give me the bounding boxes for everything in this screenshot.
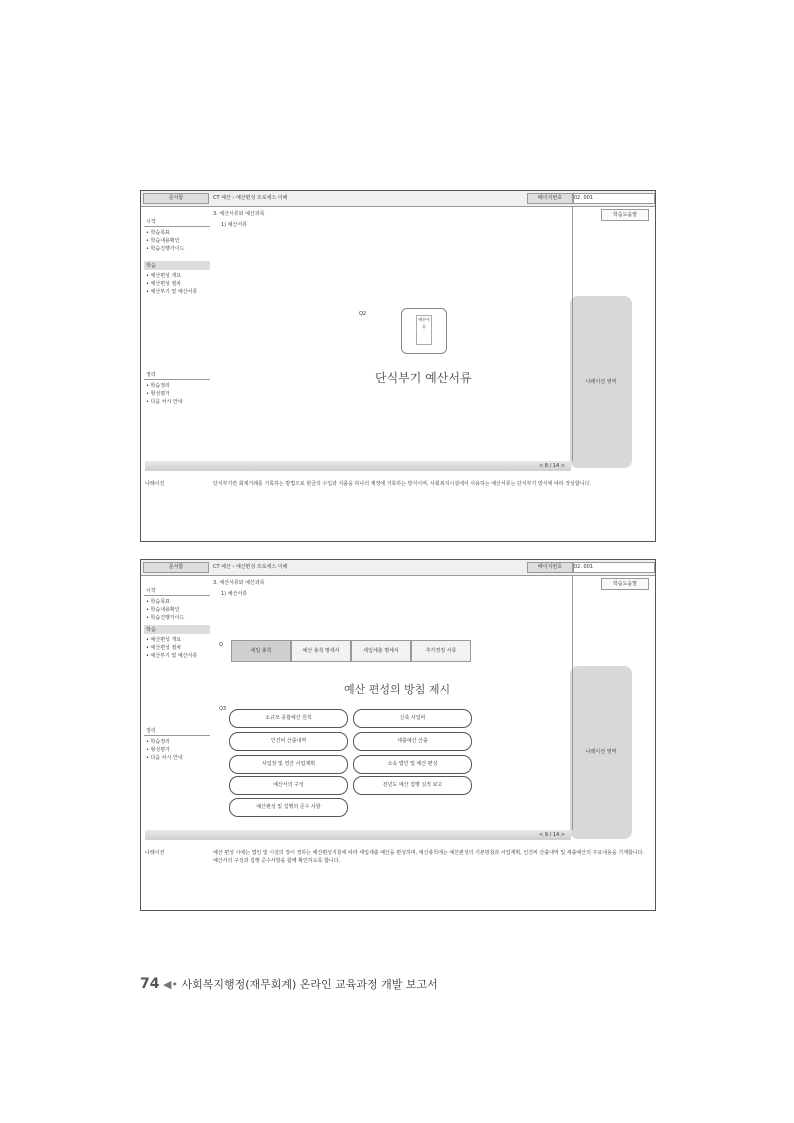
section-subheading: 1) 예산서류 [221, 591, 248, 597]
sidebar-group-learn [144, 625, 210, 660]
sidebar-item[interactable]: • 예산편성 절차 [146, 645, 182, 651]
policy-item[interactable]: 소속 법인 및 예산 편성 [353, 755, 472, 774]
sidebar-group-summary [144, 726, 210, 762]
sidebar-item[interactable]: • 학습정리 [146, 739, 170, 745]
sidebar [144, 217, 210, 409]
tab-revenue-statement[interactable]: 세입세출 명세서 [351, 640, 411, 662]
sidebar-group-start [144, 586, 210, 622]
sidebar-item[interactable]: • 다음 차시 안내 [146, 755, 183, 761]
sidebar-item[interactable]: • 예산편성 절차 [146, 281, 182, 287]
sidebar-item[interactable]: • 학습진행가이드 [146, 246, 185, 252]
main-content [209, 575, 617, 830]
sidebar-item[interactable]: • 학습목표 [146, 599, 170, 605]
tab-supplementary-docs[interactable]: 추가경정 서류 [411, 640, 471, 662]
sidebar-group-title: 정리 [144, 370, 210, 380]
header-tab-right[interactable]: 페이지번호 [527, 193, 573, 204]
sidebar-item[interactable]: • 다음 차시 안내 [146, 399, 183, 405]
pager-bar [145, 830, 571, 840]
policy-item[interactable]: 예산서의 구성 [229, 776, 348, 795]
sidebar-item[interactable]: • 학습내용확인 [146, 607, 180, 613]
tab-budget-rules[interactable]: 세입 총칙 [231, 640, 291, 662]
sidebar-item[interactable]: • 학습내용확인 [146, 238, 180, 244]
section-heading: 3. 예산서류와 예산과목 [213, 580, 265, 586]
report-title: 사회복지행정(재무회계) 온라인 교육과정 개발 보고서 [181, 978, 438, 991]
help-button[interactable]: 학습도움말 [601, 578, 649, 590]
header-tab-left[interactable]: 문서함 [143, 193, 209, 204]
pager[interactable]: < 9 / 14 > [539, 832, 565, 838]
policy-item[interactable]: 전년도 예산 집행 실적 보고 [353, 776, 472, 795]
note-label: 나레이션 [145, 850, 165, 856]
question-marker-2: Q3 [219, 706, 227, 712]
policy-item[interactable]: 인건비 산출내역 [229, 732, 348, 751]
right-panel [572, 575, 656, 830]
sidebar-item[interactable]: • 학습진행가이드 [146, 615, 185, 621]
note-text: 예산 편성 시에는 법인 및 시설의 장이 정하는 예산편성지침에 따라 세입세출 예산을 편성하며, 예산총칙에는 예산편성의 기본방침과 사업계획, 인건비 산출내역 및 세출예산의 주요내용을 기재합니다. 예산서의 구성과 집행 준수사항을 함께 확인하도록 합니다. [213, 850, 644, 864]
section-subheading: 1) 예산서류 [221, 222, 248, 228]
sidebar-item[interactable]: • 학습목표 [146, 230, 170, 236]
question-marker: Q [219, 642, 223, 648]
policy-item[interactable]: 신축 사업비 [353, 709, 472, 728]
header-code: 02. 001 [573, 193, 655, 204]
note-label: 나레이션 [145, 481, 165, 487]
section-heading: 3. 예산서류와 예산과목 [213, 211, 265, 217]
right-panel [572, 206, 656, 461]
policy-item[interactable]: 세출예산 산출 [353, 732, 472, 751]
sidebar [144, 586, 210, 765]
sidebar-item[interactable]: • 예산부기 및 예산서류 [146, 289, 198, 295]
header-title: CT 예산 › 예산편성 프로세스 이해 [213, 564, 288, 570]
screen-header [141, 191, 655, 207]
sidebar-item[interactable]: • 예산부기 및 예산서류 [146, 653, 198, 659]
question-marker: Q2 [359, 311, 367, 317]
document-icon-label: 예산서류 [416, 315, 432, 345]
header-title: CT 예산 › 예산편성 프로세스 이해 [213, 195, 288, 201]
note-text: 단식부기란 회계거래를 기록하는 방법으로 현금의 수입과 지출을 하나의 계정에 기록하는 방식이며, 사회복지시설에서 사용하는 예산서류는 단식부기 방식에 따라 작성합니다. [213, 481, 591, 487]
slide-title: 단식부기 예산서류 [375, 371, 472, 385]
pager-bar [145, 461, 571, 471]
page-footer [140, 976, 438, 992]
header-tab-right[interactable]: 페이지번호 [527, 562, 573, 573]
sidebar-item[interactable]: • 형성평가 [146, 747, 170, 753]
sidebar-item[interactable]: • 예산편성 개요 [146, 273, 182, 279]
pager[interactable]: < 8 / 14 > [539, 463, 565, 469]
main-content [209, 206, 617, 461]
screen-frame-1 [140, 190, 656, 542]
sidebar-item[interactable]: • 예산편성 개요 [146, 637, 182, 643]
sidebar-group-start [144, 217, 210, 253]
policy-item[interactable]: 사업장 및 연간 사업계획 [229, 755, 348, 774]
sidebar-group-title: 학습 [144, 625, 210, 634]
sidebar-item[interactable]: • 형성평가 [146, 391, 170, 397]
page-number: 74 [140, 976, 160, 992]
screen-header [141, 560, 655, 576]
header-code: 02. 001 [573, 562, 655, 573]
screen-frame-2 [140, 559, 656, 911]
sidebar-group-title: 시작 [144, 217, 210, 227]
help-button[interactable]: 학습도움말 [601, 209, 649, 221]
sidebar-group-learn [144, 261, 210, 296]
policy-item[interactable]: 예산편성 및 집행의 준수 사항 [229, 798, 348, 817]
sidebar-group-title: 학습 [144, 261, 210, 270]
document-icon[interactable] [401, 308, 447, 354]
narration-panel: 나레이션 영역 [570, 666, 632, 839]
header-tab-left[interactable]: 문서함 [143, 562, 209, 573]
chevron-left-icon: ◀• [162, 978, 178, 991]
sidebar-item[interactable]: • 학습정리 [146, 383, 170, 389]
slide-title: 예산 편성의 방침 제시 [344, 683, 451, 696]
sidebar-group-title: 정리 [144, 726, 210, 736]
policy-item[interactable]: 소규모 종합예산 원칙 [229, 709, 348, 728]
tab-rules-statement[interactable]: 예산 총칙 명세서 [291, 640, 351, 662]
narration-panel: 나레이션 영역 [570, 296, 632, 468]
sidebar-group-summary [144, 370, 210, 406]
sidebar-group-title: 시작 [144, 586, 210, 596]
